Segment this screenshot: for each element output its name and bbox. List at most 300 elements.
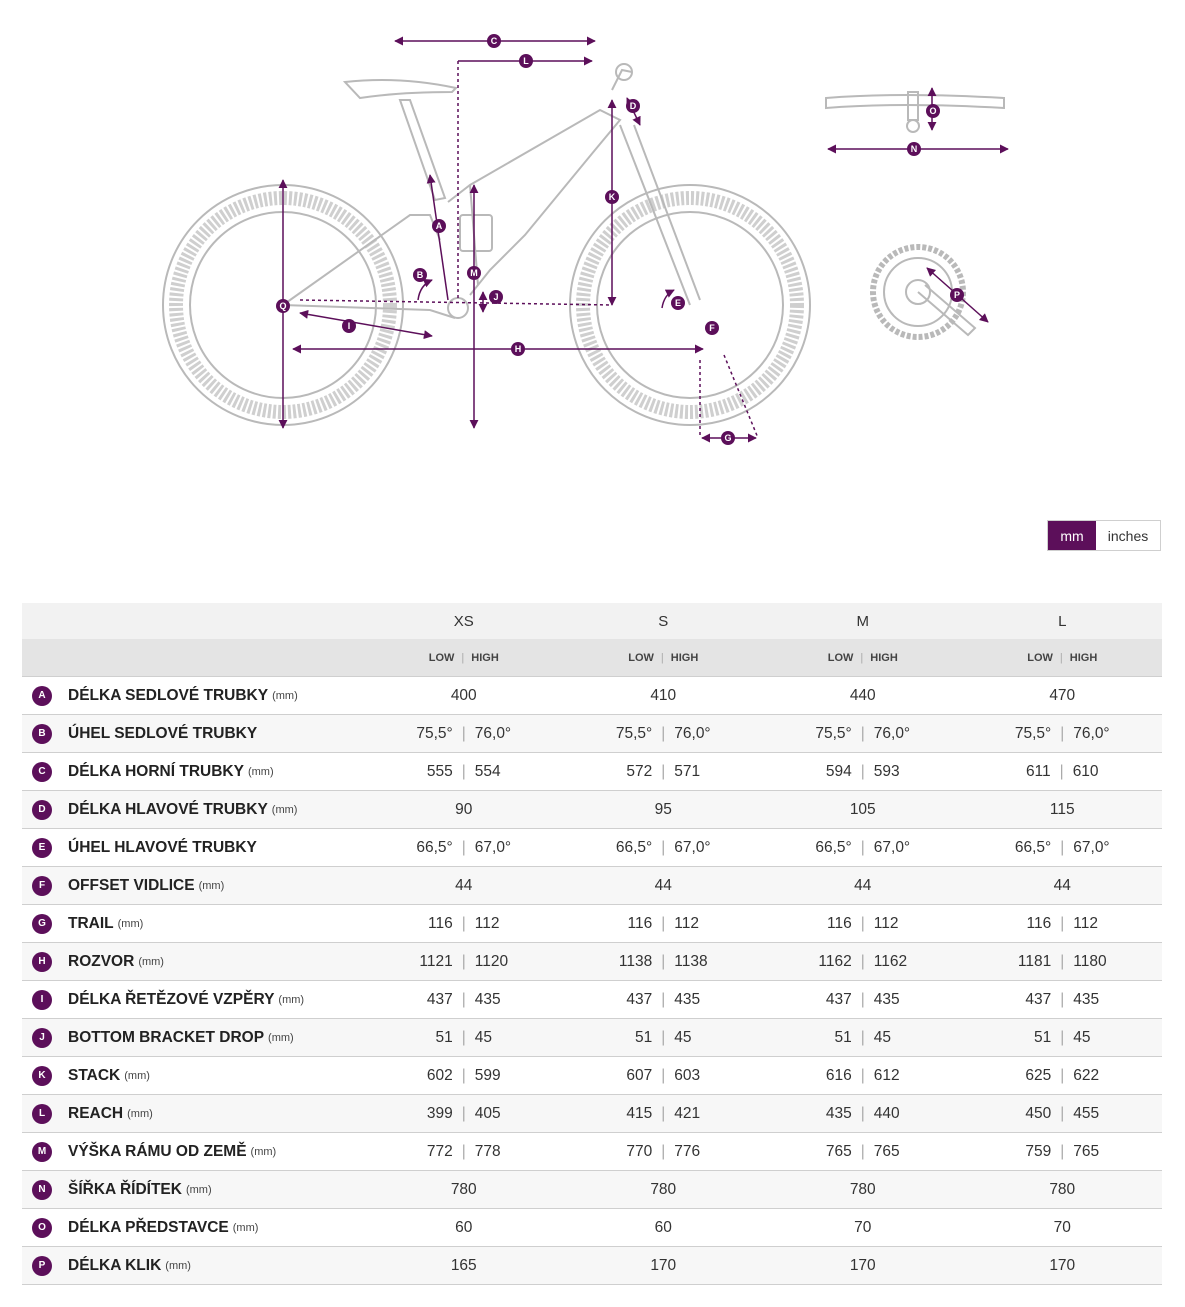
table-row xyxy=(22,1019,1162,1057)
value-cell xyxy=(963,905,1163,943)
row-unit: (mm) xyxy=(165,1259,191,1272)
row-label xyxy=(22,686,364,706)
row-name: ÚHEL SEDLOVÉ TRUBKY xyxy=(68,724,258,742)
value-cell xyxy=(364,1095,564,1133)
value-separator: | xyxy=(860,990,865,1008)
value-low: 60 xyxy=(654,1218,672,1236)
svg-text:F: F xyxy=(709,323,715,333)
value-low: 780 xyxy=(650,1180,677,1198)
value-cell xyxy=(564,1019,764,1057)
svg-text:M: M xyxy=(470,268,478,278)
row-letter-badge: P xyxy=(32,1256,52,1276)
value-separator: | xyxy=(661,990,666,1008)
value-low: 437 xyxy=(626,990,653,1008)
value-separator: | xyxy=(1060,838,1065,856)
row-name: ÚHEL HLAVOVÉ TRUBKY xyxy=(68,838,257,856)
row-label-cell xyxy=(22,905,364,943)
value-low: 440 xyxy=(849,686,876,704)
value-high: 1180 xyxy=(1073,952,1107,970)
value-low: 765 xyxy=(825,1142,852,1160)
size-header: S xyxy=(564,603,764,639)
value-cell xyxy=(364,677,564,715)
row-label xyxy=(22,762,364,782)
svg-text:G: G xyxy=(724,433,732,443)
value-cell xyxy=(763,1019,963,1057)
row-name: DÉLKA KLIK xyxy=(68,1256,162,1274)
row-name: BOTTOM BRACKET DROP xyxy=(68,1028,265,1046)
row-name: ROZVOR xyxy=(68,952,135,970)
row-label-cell xyxy=(22,1057,364,1095)
value-cell xyxy=(763,1095,963,1133)
geometry-diagram xyxy=(0,0,1185,470)
table-row xyxy=(22,1095,1162,1133)
low-high-header xyxy=(763,639,963,677)
size-header: M xyxy=(763,603,963,639)
value-cell xyxy=(564,1171,764,1209)
value-low: 399 xyxy=(426,1104,453,1122)
value-separator: | xyxy=(1060,914,1065,932)
value-low: 437 xyxy=(426,990,453,1008)
separator: | xyxy=(461,651,465,664)
row-letter-badge: F xyxy=(32,876,52,896)
value-separator: | xyxy=(661,762,666,780)
svg-text:B: B xyxy=(416,270,424,280)
value-cell xyxy=(963,1171,1163,1209)
value-low: 115 xyxy=(1049,800,1075,818)
value-low: 60 xyxy=(455,1218,473,1236)
value-high: 76,0° xyxy=(674,724,711,742)
value-cell xyxy=(564,981,764,1019)
value-separator: | xyxy=(461,724,466,742)
value-low: 66,5° xyxy=(815,838,852,856)
value-cell xyxy=(364,867,564,905)
row-label-cell xyxy=(22,1133,364,1171)
marker-i xyxy=(342,319,356,333)
marker-p xyxy=(950,288,964,302)
value-separator: | xyxy=(860,914,865,932)
value-low: 75,5° xyxy=(416,724,453,742)
value-cell xyxy=(963,829,1163,867)
value-low: 75,5° xyxy=(615,724,653,742)
value-separator: | xyxy=(860,1066,865,1084)
value-low: 770 xyxy=(626,1142,653,1160)
value-high: 1138 xyxy=(674,952,708,970)
value-separator: | xyxy=(461,1066,466,1084)
value-low: 400 xyxy=(450,686,477,704)
value-cell xyxy=(364,753,564,791)
value-high: 112 xyxy=(873,914,899,932)
value-cell xyxy=(763,1247,963,1285)
value-low: 70 xyxy=(1053,1218,1071,1236)
row-letter-badge: M xyxy=(32,1142,52,1162)
value-cell xyxy=(763,829,963,867)
value-cell xyxy=(763,1209,963,1247)
value-low: 780 xyxy=(849,1180,876,1198)
svg-text:C: C xyxy=(490,36,498,46)
value-low: 44 xyxy=(654,876,672,894)
value-cell xyxy=(763,981,963,1019)
value-low: 44 xyxy=(854,876,872,894)
marker-q xyxy=(276,299,290,313)
row-label xyxy=(22,1066,364,1086)
value-cell xyxy=(763,943,963,981)
value-high: 1120 xyxy=(474,952,509,970)
row-letter-badge: O xyxy=(32,1218,52,1238)
value-low: 1162 xyxy=(818,952,852,970)
value-high: 571 xyxy=(674,762,701,780)
size-header: L xyxy=(963,603,1163,639)
row-name: REACH xyxy=(68,1104,124,1122)
separator: | xyxy=(860,651,864,664)
value-cell xyxy=(364,1209,564,1247)
geometry-table-body xyxy=(22,677,1162,1285)
value-high: 45 xyxy=(674,1028,692,1046)
marker-a xyxy=(432,219,446,233)
value-cell xyxy=(364,1019,564,1057)
row-label xyxy=(22,1104,364,1124)
value-cell xyxy=(763,1057,963,1095)
row-letter-badge: G xyxy=(32,914,52,934)
value-separator: | xyxy=(1059,762,1064,780)
value-high: 45 xyxy=(873,1028,892,1046)
row-unit: (mm) xyxy=(271,803,298,816)
svg-text:I: I xyxy=(347,321,351,331)
svg-text:K: K xyxy=(608,192,616,202)
row-label-cell xyxy=(22,1247,364,1285)
value-separator: | xyxy=(461,952,466,970)
size-header-row xyxy=(22,603,1162,639)
value-cell xyxy=(364,1171,564,1209)
unit-mm-button[interactable]: mm xyxy=(1048,521,1096,550)
row-name: ŠÍŘKA ŘÍDÍTEK xyxy=(68,1180,182,1198)
value-separator: | xyxy=(1060,990,1065,1008)
row-label-cell xyxy=(22,677,364,715)
value-low: 625 xyxy=(1025,1066,1052,1084)
value-low: 44 xyxy=(1053,876,1071,894)
value-cell xyxy=(763,1171,963,1209)
row-letter-badge: H xyxy=(32,952,52,972)
value-high: 435 xyxy=(873,990,900,1008)
value-cell xyxy=(963,867,1163,905)
svg-text:N: N xyxy=(910,144,918,154)
svg-text:J: J xyxy=(493,292,499,302)
table-row xyxy=(22,1171,1162,1209)
row-letter-badge: B xyxy=(32,724,52,744)
row-name: STACK xyxy=(68,1066,121,1084)
low-label: LOW xyxy=(827,651,854,664)
unit-toggle xyxy=(1047,520,1161,551)
value-cell xyxy=(564,1247,764,1285)
value-cell xyxy=(963,677,1163,715)
row-letter-badge: I xyxy=(32,990,52,1010)
row-label xyxy=(22,724,364,744)
value-high: 112 xyxy=(674,914,699,932)
value-low: 44 xyxy=(455,876,473,894)
separator: | xyxy=(1059,651,1063,664)
value-cell xyxy=(564,677,764,715)
value-cell xyxy=(963,1019,1163,1057)
value-low: 470 xyxy=(1049,686,1076,704)
value-cell xyxy=(963,1057,1163,1095)
low-high-header-row xyxy=(22,639,1162,677)
marker-d xyxy=(626,99,640,113)
marker-e xyxy=(671,296,685,310)
row-label xyxy=(22,876,364,896)
row-label-cell xyxy=(22,1209,364,1247)
value-high: 112 xyxy=(474,914,500,932)
header-empty xyxy=(22,639,364,677)
row-unit: (mm) xyxy=(272,689,298,702)
value-cell xyxy=(364,905,564,943)
value-high: 67,0° xyxy=(474,838,512,856)
low-high-header xyxy=(963,639,1163,677)
value-separator: | xyxy=(461,1104,466,1122)
value-low: 1138 xyxy=(618,952,653,970)
value-high: 765 xyxy=(873,1142,900,1160)
row-letter-badge: A xyxy=(32,686,52,706)
value-high: 610 xyxy=(1072,762,1099,780)
value-cell xyxy=(564,715,764,753)
value-cell xyxy=(364,1057,564,1095)
svg-text:Q: Q xyxy=(279,301,287,311)
row-label xyxy=(22,952,364,972)
value-low: 75,5° xyxy=(1014,724,1052,742)
value-cell xyxy=(364,715,564,753)
value-cell xyxy=(564,753,764,791)
value-high: 435 xyxy=(474,990,501,1008)
value-high: 778 xyxy=(474,1142,501,1160)
handlebar-drawing xyxy=(826,92,1004,132)
value-separator: | xyxy=(1060,1028,1065,1046)
row-label xyxy=(22,1142,364,1162)
value-high: 599 xyxy=(474,1066,501,1084)
marker-m xyxy=(467,266,481,280)
value-cell xyxy=(564,867,764,905)
value-high: 45 xyxy=(474,1028,493,1046)
size-header: XS xyxy=(364,603,564,639)
value-high: 593 xyxy=(873,762,900,780)
svg-text:D: D xyxy=(629,101,637,111)
row-unit: (mm) xyxy=(124,1069,150,1082)
row-unit: (mm) xyxy=(138,955,164,968)
table-row xyxy=(22,905,1162,943)
value-high: 76,0° xyxy=(873,724,911,742)
value-separator: | xyxy=(661,952,666,970)
value-low: 170 xyxy=(849,1256,876,1274)
value-low: 435 xyxy=(825,1104,852,1122)
row-letter-badge: J xyxy=(32,1028,52,1048)
value-cell xyxy=(763,791,963,829)
svg-text:H: H xyxy=(514,344,522,354)
table-row xyxy=(22,943,1162,981)
svg-text:E: E xyxy=(674,298,682,308)
value-separator: | xyxy=(461,914,466,932)
value-high: 405 xyxy=(474,1104,501,1122)
row-name: OFFSET VIDLICE xyxy=(68,876,195,894)
row-name: TRAIL xyxy=(68,914,114,932)
dimension-lines xyxy=(283,41,1008,438)
value-low: 95 xyxy=(654,800,672,818)
value-low: 51 xyxy=(634,1028,653,1046)
marker-f xyxy=(705,321,719,335)
row-name: DÉLKA HORNÍ TRUBKY xyxy=(68,762,244,780)
value-low: 780 xyxy=(450,1180,477,1198)
value-high: 76,0° xyxy=(1073,724,1110,742)
table-row xyxy=(22,791,1162,829)
value-high: 67,0° xyxy=(873,838,911,856)
value-low: 410 xyxy=(650,686,677,704)
value-cell xyxy=(963,1209,1163,1247)
value-high: 67,0° xyxy=(674,838,711,856)
value-high: 603 xyxy=(674,1066,701,1084)
row-unit: (mm) xyxy=(117,917,144,930)
value-cell xyxy=(364,829,564,867)
table-row xyxy=(22,1133,1162,1171)
value-low: 170 xyxy=(1049,1256,1076,1274)
row-letter-badge: D xyxy=(32,800,52,820)
value-separator: | xyxy=(661,838,666,856)
row-label xyxy=(22,990,364,1010)
value-separator: | xyxy=(461,990,466,1008)
value-low: 51 xyxy=(435,1028,453,1046)
value-low: 437 xyxy=(825,990,852,1008)
value-separator: | xyxy=(461,1028,466,1046)
table-row xyxy=(22,829,1162,867)
marker-j xyxy=(489,290,503,304)
value-high: 440 xyxy=(873,1104,900,1122)
row-name: DÉLKA ŘETĚZOVÉ VZPĚRY xyxy=(68,990,275,1008)
low-high-header xyxy=(364,639,564,677)
value-separator: | xyxy=(661,1066,666,1084)
value-separator: | xyxy=(860,1142,865,1160)
value-cell xyxy=(564,791,764,829)
high-label: HIGH xyxy=(870,651,898,664)
table-row xyxy=(22,677,1162,715)
value-cell xyxy=(564,1133,764,1171)
value-cell xyxy=(763,905,963,943)
value-low: 611 xyxy=(1025,762,1051,780)
marker-b xyxy=(413,268,427,282)
value-cell xyxy=(564,1209,764,1247)
row-label xyxy=(22,1028,364,1048)
svg-text:P: P xyxy=(953,290,961,300)
value-low: 70 xyxy=(854,1218,872,1236)
marker-o xyxy=(926,104,940,118)
svg-text:L: L xyxy=(523,56,529,66)
value-low: 116 xyxy=(627,914,653,932)
value-cell xyxy=(763,753,963,791)
separator: | xyxy=(660,651,664,664)
row-letter-badge: K xyxy=(32,1066,52,1086)
table-row xyxy=(22,1247,1162,1285)
value-low: 602 xyxy=(426,1066,453,1084)
value-cell xyxy=(963,943,1163,981)
value-low: 1181 xyxy=(1017,952,1052,970)
value-low: 75,5° xyxy=(815,724,852,742)
value-separator: | xyxy=(1060,1104,1065,1122)
marker-k xyxy=(605,190,619,204)
value-high: 421 xyxy=(674,1104,701,1122)
value-cell xyxy=(564,1095,764,1133)
value-low: 572 xyxy=(626,762,653,780)
marker-n xyxy=(907,142,921,156)
value-separator: | xyxy=(661,1142,666,1160)
value-cell xyxy=(364,1247,564,1285)
value-cell xyxy=(963,753,1163,791)
value-cell xyxy=(963,1095,1163,1133)
value-low: 116 xyxy=(428,914,453,932)
value-low: 607 xyxy=(626,1066,653,1084)
value-high: 1162 xyxy=(873,952,908,970)
row-label xyxy=(22,1218,364,1238)
value-separator: | xyxy=(1060,1142,1065,1160)
value-low: 780 xyxy=(1049,1180,1076,1198)
row-letter-badge: N xyxy=(32,1180,52,1200)
row-label-cell xyxy=(22,981,364,1019)
row-label xyxy=(22,800,364,820)
value-cell xyxy=(564,829,764,867)
value-high: 622 xyxy=(1073,1066,1100,1084)
row-label xyxy=(22,1256,364,1276)
marker-l xyxy=(519,54,533,68)
row-label-cell xyxy=(22,1019,364,1057)
row-label xyxy=(22,838,364,858)
value-low: 170 xyxy=(650,1256,677,1274)
value-high: 455 xyxy=(1073,1104,1100,1122)
value-low: 555 xyxy=(426,762,453,780)
value-cell xyxy=(763,1133,963,1171)
low-high-header xyxy=(564,639,764,677)
high-label: HIGH xyxy=(670,651,699,664)
value-low: 66,5° xyxy=(615,838,653,856)
value-separator: | xyxy=(1060,952,1065,970)
unit-inches-button[interactable]: inches xyxy=(1096,521,1160,550)
value-high: 554 xyxy=(474,762,501,780)
value-low: 616 xyxy=(825,1066,852,1084)
row-letter-badge: C xyxy=(32,762,52,782)
header-empty xyxy=(22,603,364,639)
bike-geometry-illustration xyxy=(0,0,1185,470)
value-high: 765 xyxy=(1073,1142,1100,1160)
value-cell xyxy=(564,943,764,981)
value-low: 415 xyxy=(626,1104,653,1122)
value-low: 105 xyxy=(849,800,876,818)
value-low: 90 xyxy=(455,800,473,818)
marker-c xyxy=(487,34,501,48)
row-letter-badge: E xyxy=(32,838,52,858)
row-name: DÉLKA SEDLOVÉ TRUBKY xyxy=(68,686,269,704)
value-cell xyxy=(763,677,963,715)
row-unit: (mm) xyxy=(268,1031,294,1044)
value-separator: | xyxy=(860,1104,865,1122)
value-low: 772 xyxy=(426,1142,453,1160)
value-high: 435 xyxy=(1073,990,1100,1008)
value-separator: | xyxy=(661,1028,666,1046)
low-label: LOW xyxy=(1027,651,1053,664)
value-low: 66,5° xyxy=(416,838,453,856)
table-row xyxy=(22,1209,1162,1247)
row-unit: (mm) xyxy=(278,993,305,1006)
marker-g xyxy=(721,431,735,445)
value-separator: | xyxy=(860,1028,865,1046)
row-label-cell xyxy=(22,753,364,791)
value-high: 776 xyxy=(674,1142,701,1160)
table-row xyxy=(22,715,1162,753)
bike-frame-drawing xyxy=(163,64,810,425)
value-cell xyxy=(564,905,764,943)
value-cell xyxy=(364,1133,564,1171)
row-label xyxy=(22,914,364,934)
